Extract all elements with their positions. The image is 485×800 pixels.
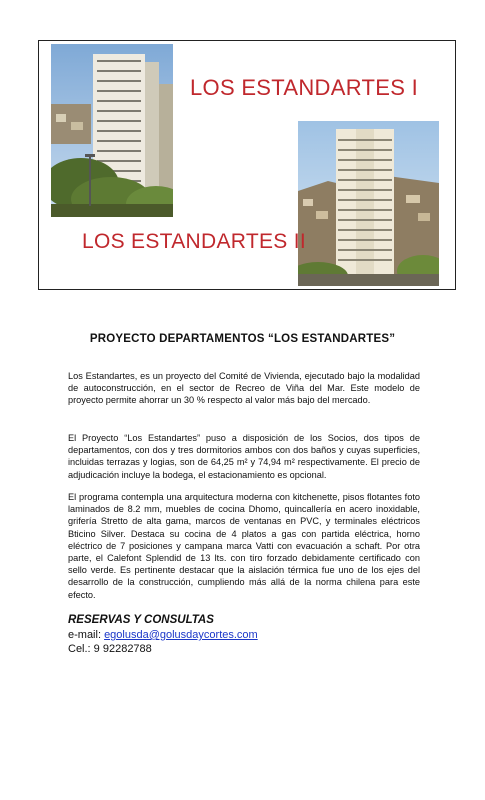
phone-line: Cel.: 9 92282788 — [68, 643, 152, 655]
title-los-estandartes-2: LOS ESTANDARTES II — [82, 230, 307, 253]
paragraph-intro: Los Estandartes, es un proyecto del Comité de Vivienda, ejecutado bajo la modalidad de autoconstrucción, en el sector de Recreo de Viña del Mar. Este modelo de proyecto permite ahorrar un 30 % respecto al valor más bajo del mercado. — [68, 371, 420, 406]
document-heading: PROYECTO DEPARTAMENTOS “LOS ESTANDARTES” — [89, 333, 396, 345]
paragraph-apartment-types: El Proyecto “Los Estandartes” puso a disposición de los Socios, dos tipos de departamentos, con dos y tres dormitorios ambos con dos baños y cuyas superficies, incluidas terrazas y logias, son de 64,25 m² y 74,94 m² respectivamente. El precio de adjudicación incluye la bodega, el estacionamiento es opcional. — [68, 433, 420, 480]
email-line — [68, 629, 258, 641]
building-photo-estandartes-1 — [51, 44, 173, 217]
email-link[interactable]: egolusda@golusdaycortes.com — [104, 629, 258, 641]
building-photo-estandartes-2 — [298, 121, 439, 286]
title-los-estandartes-1: LOS ESTANDARTES I — [190, 75, 419, 100]
hero-frame — [38, 40, 456, 290]
paragraph-program: El programa contempla una arquitectura moderna con kitchenette, pisos flotantes foto laminados de 8.2 mm, muebles de cocina Dhomo, quincallería en acero inoxidable, grifería Stretto de alta gama, marcos de ventanas en PVC, y terminales eléctricos Bticino Silver. Destaca su cocina de 4 platos a gas con partida eléctrica, horno eléctrico de 7 posiciones y campana marca Vatti con evacuación a schaft. Por otra parte, el Calefont Splendid de 13 lts. con tiro forzado debidamente certificado con sello verde. Es pertinente destacar que la aislación térmica fue uno de los ejes del desarrollo de la construcción, cumpliendo más allá de la norma chilena para este efecto. — [68, 492, 420, 600]
reservations-heading: RESERVAS Y CONSULTAS — [68, 614, 214, 626]
email-label: e-mail: — [68, 629, 105, 641]
